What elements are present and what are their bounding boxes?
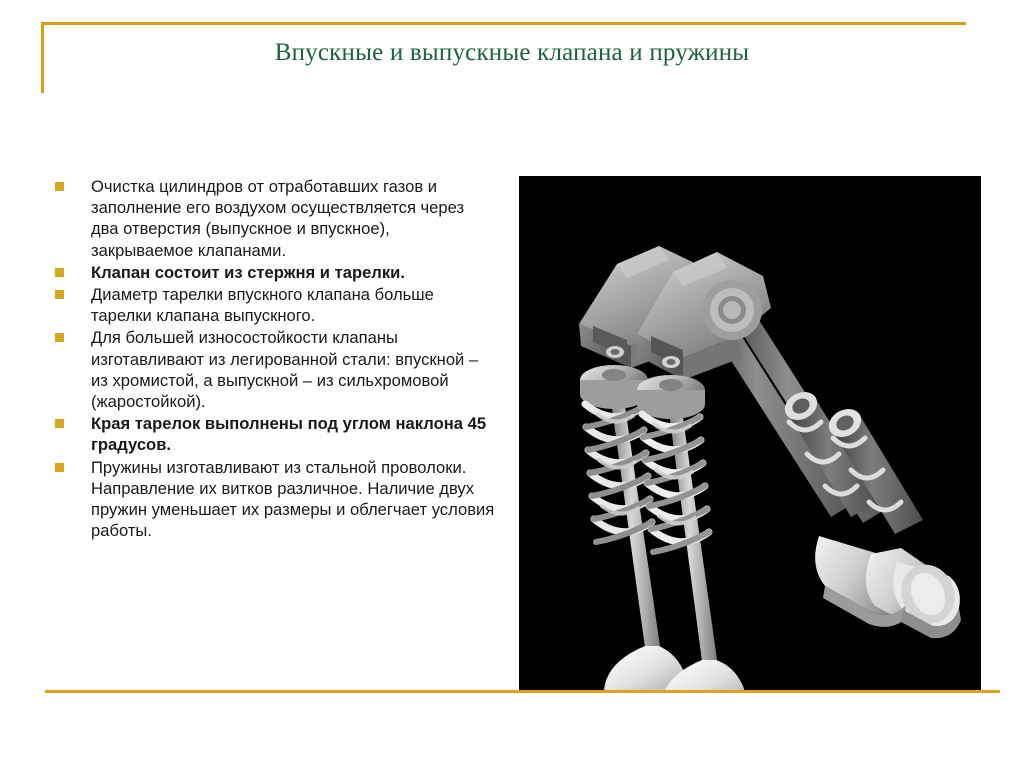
bottom-accent-rule — [45, 690, 1000, 693]
slide-title: Впускные и выпускные клапана и пружины — [274, 39, 750, 66]
bullet-text: Края тарелок выполнены под углом наклона 45 градусов. — [91, 414, 487, 455]
valve-spring-illustration — [519, 176, 981, 690]
valve-assembly-drawing — [519, 176, 981, 690]
list-item — [55, 413, 495, 455]
bullet-text: Очистка цилиндров от отработавших газов и заполнение его воздухом осуществляется через два отверстия (выпускное и впускное), закрываемое клапанами. — [91, 177, 465, 260]
top-accent-rule — [41, 22, 966, 25]
left-accent-rule — [41, 22, 44, 93]
bullet-text: Диаметр тарелки впускного клапана больше тарелки клапана выпускного. — [91, 285, 434, 326]
list-item — [55, 327, 495, 412]
square-bullet-icon — [55, 182, 64, 191]
square-bullet-icon — [55, 419, 64, 428]
bullet-list — [55, 176, 495, 542]
list-item — [55, 284, 495, 326]
square-bullet-icon — [55, 268, 64, 277]
bullet-text: Пружины изготавливают из стальной проволоки. Направление их витков различное. Наличие двух пружин уменьшает их размеры и облегчает условия работы. — [91, 457, 495, 541]
square-bullet-icon — [55, 463, 64, 472]
bullet-text: Клапан состоит из стержня и тарелки. — [91, 262, 405, 282]
square-bullet-icon — [55, 333, 64, 342]
list-item — [55, 176, 495, 261]
list-item — [55, 262, 495, 283]
square-bullet-icon — [55, 290, 64, 299]
list-item — [55, 457, 495, 542]
bullet-text: Для большей износостойкости клапаны изготавливают из легированной стали: впускной – из хромистой, а выпускной – из сильхромовой (жаростойкой). — [91, 328, 479, 412]
